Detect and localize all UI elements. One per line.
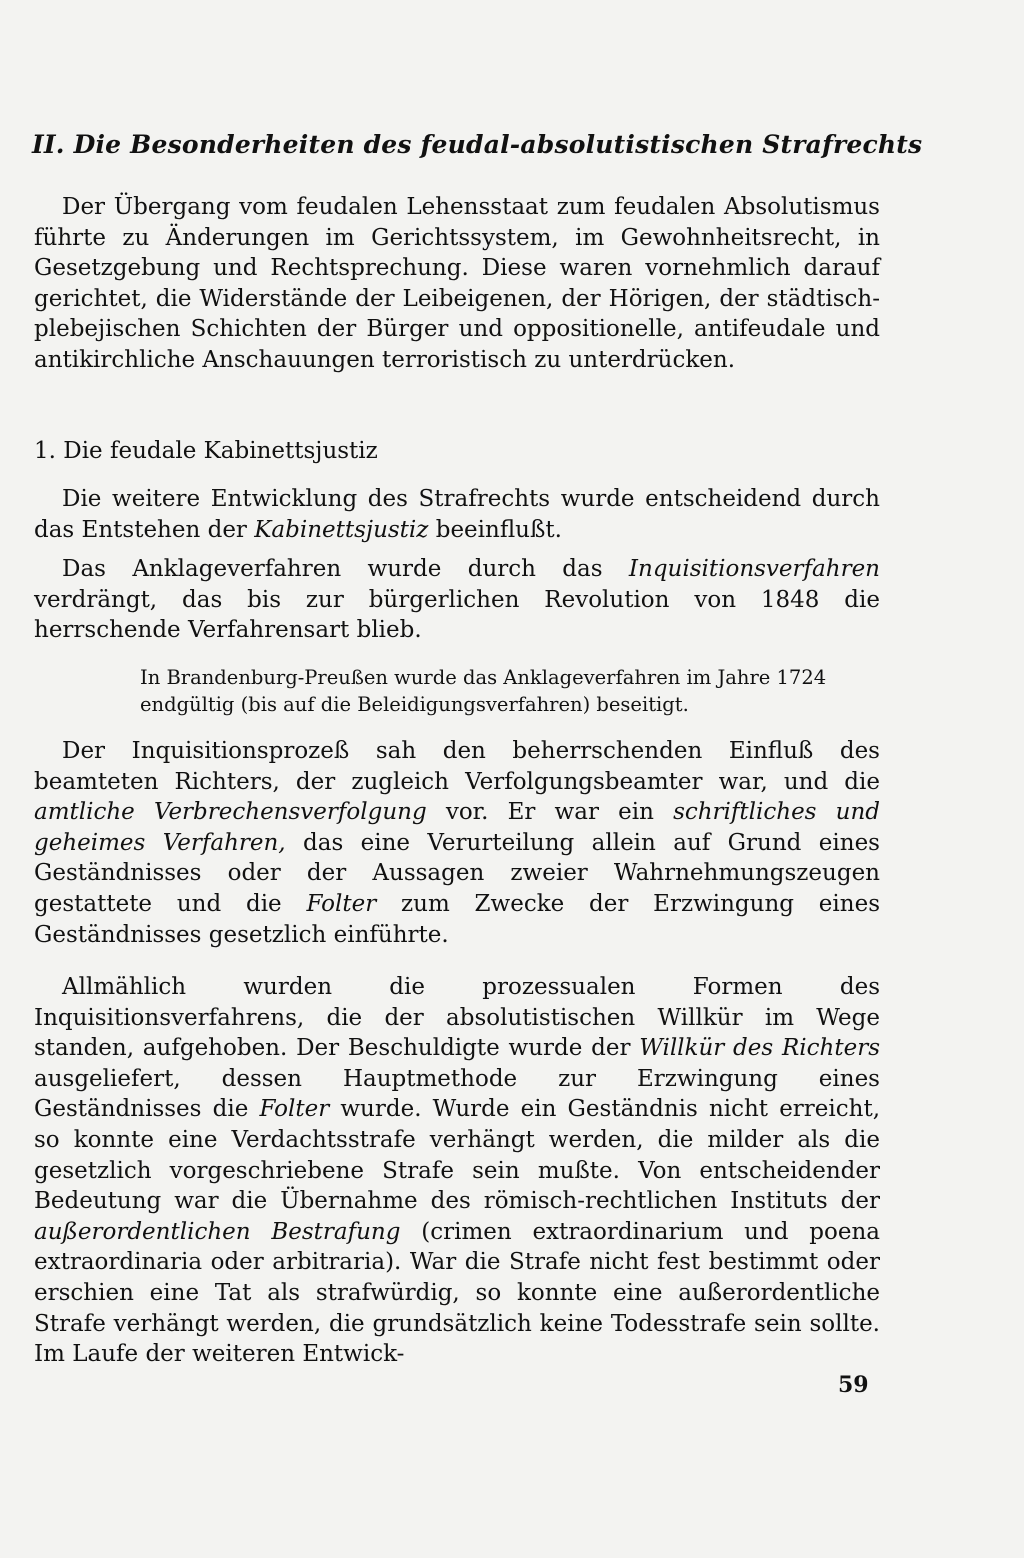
text-run: ausgeliefert, dessen Hauptmethode zur Erzwingung eines Geständnisses die [34,1065,880,1123]
text-run: das eine Verurteilung allein auf Grund eines Geständnisses oder der Aussagen zweier Wahrnehmungszeugen gestattete und die [34,829,880,917]
paragraph-inquisitionsverfahren [34,554,880,646]
emphasis-geheimes-verfahren: schriftliches und geheimes Verfahren, [34,799,880,856]
subheading: 1. Die feudale Kabinettsjustiz [34,438,378,464]
emphasis-inquisitionsverfahren: Inquisitionsverfahren [628,556,880,582]
text-run: Das Anklageverfahren wurde durch das [62,556,629,582]
page-number: 59 [838,1372,869,1398]
emphasis-kabinettsjustiz: Kabinettsjustiz [254,516,429,543]
note-brandenburg: In Brandenburg-Preußen wurde das Anklageverfahren im Jahre 1724 endgültig (bis auf die Beleidigungsverfahren) beseitigt. [140,666,827,716]
text-run: (crimen extraordinarium und poena extraordinaria oder arbitraria). War die Strafe nicht fest bestimmt oder erschien eine Tat als strafwürdig, so konnte eine außerordentliche Strafe verhängt werden, die grundsätzlich keine Todesstrafe sein sollte. Im Laufe der weiteren Entwick- [34,1218,880,1368]
text-run: Der Inquisitionsprozeß sah den beherrschenden Einfluß des beamteten Richters, der zugleich Verfolgungsbeamter war, und die [34,738,880,795]
emphasis-amtliche-verfolgung: amtliche Verbrechensverfolgung [34,799,427,826]
section-heading: II. Die Besonderheiten des feudal-absolutistischen Strafrechts [32,130,923,159]
intro-paragraph: Der Übergang vom feudalen Lehensstaat zum feudalen Absolutismus führte zu Änderungen im Gerichtssystem, im Gewohnheitsrecht, in Gesetzgebung und Rechtsprechung. Diese waren vornehmlich darauf gerichtet, die Widerstände der Leibeigenen, der Hörigen, der städtisch-plebejischen Schichten der Bürger und oppositionelle, antifeudale und antikirchliche Anschauungen terroristisch zu unterdrücken. [34,194,880,373]
emphasis-folter: Folter [259,1096,330,1123]
paragraph-prozessuale-formen [34,972,880,1370]
text-run: Allmählich wurden die prozessualen Formen des Inquisitionsverfahrens, die der absolutistischen Willkür im Wege standen, aufgehoben. Der Beschuldigte wurde der [34,974,880,1062]
text-run: beeinflußt. [428,516,562,543]
paragraph-inquisitionsprozess [34,736,880,950]
text-run: vor. Er war ein [426,799,674,826]
text-run: Die weitere Entwicklung des Strafrechts wurde entscheidend durch das Entstehen der [34,486,880,543]
paragraph-kabinettsjustiz [34,484,880,545]
emphasis-ausserordentliche-bestrafung: außerordentlichen Bestrafung [34,1218,401,1245]
text-run: wurde. Wurde ein Geständnis nicht erreicht, so konnte eine Verdachtsstrafe verhängt werden, die milder als die gesetzlich vorgeschriebene Strafe sein mußte. Von entscheidender Bedeutung war die Übernahme des römisch-rechtlichen Instituts der [34,1096,881,1215]
text-run: zum Zwecke der Erzwingung eines Geständnisses gesetzlich einführte. [34,890,880,948]
emphasis-folter: Folter [306,890,377,917]
text-run: verdrängt, das bis zur bürgerlichen Revolution von 1848 die herrschende Verfahrensart blieb. [34,586,880,644]
emphasis-willkuer: Willkür des Richters [639,1035,880,1062]
